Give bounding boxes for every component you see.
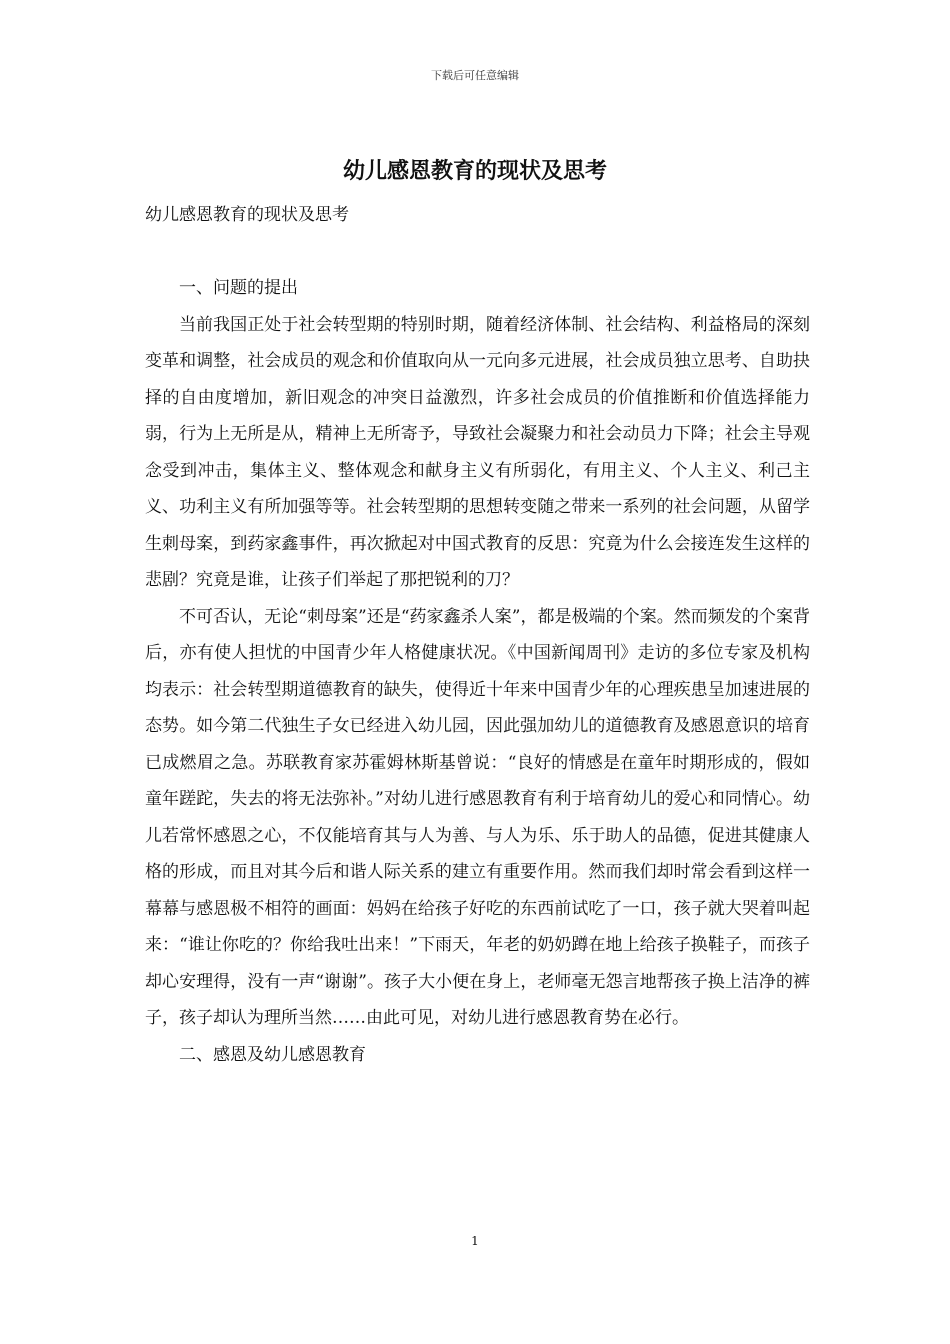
paragraph-2: 不可否认，无论“刺母案”还是“药家鑫杀人案”，都是极端的个案。然而频发的个案背后，亦有使人担忧的中国青少年人格健康状况。《中国新闻周刊》走访的多位专家及机构均表示：社会转型期道德教育的缺失，使得近十年来中国青少年的心理疾患呈加速进展的态势。如今第二代独生子女已经进入幼儿园，因此强加幼儿的道德教育及感恩意识的培育已成燃眉之急。苏联教育家苏霍姆林斯基曾说：“良好的情感是在童年时期形成的，假如童年蹉跎，失去的将无法弥补。”对幼儿进行感恩教育有利于培育幼儿的爱心和同情心。幼儿若常怀感恩之心，不仅能培育其与人为善、与人为乐、乐于助人的品德，促进其健康人格的形成，而且对其今后和谐人际关系的建立有重要作用。然而我们却时常会看到这样一幕幕与感恩极不相符的画面：妈妈在给孩子好吃的东西前试吃了一口，孩子就大哭着叫起来：“谁让你吃的？你给我吐出来！”下雨天，年老的奶奶蹲在地上给孩子换鞋子，而孩子却心安理得，没有一声“谢谢”。孩子大小便在身上，老师毫无怨言地帮孩子换上洁净的裤子，孩子却认为理所当然……由此可见，对幼儿进行感恩教育势在必行。 [145, 606, 810, 1028]
section-heading-1: 一、问题的提出 [179, 278, 298, 298]
paragraph-1: 当前我国正处于社会转型期的特别时期，随着经济体制、社会结构、利益格局的深刻变革和调整，社会成员的观念和价值取向从一元向多元进展，社会成员独立思考、自助抉择的自由度增加，新旧观念的冲突日益激烈，许多社会成员的价值推断和价值选择能力弱，行为上无所是从，精神上无所寄予，导致社会凝聚力和社会动员力下降；社会主导观念受到冲击，集体主义、整体观念和献身主义有所弱化，有用主义、个人主义、利己主义、功利主义有所加强等等。社会转型期的思想转变随之带来一系列的社会问题，从留学生刺母案，到药家鑫事件，再次掀起对中国式教育的反思：究竟为什么会接连发生这样的悲剧？究竟是谁，让孩子们举起了那把锐利的刀？ [145, 314, 810, 590]
document-title: 幼儿感恩教育的现状及思考 [342, 158, 607, 184]
section-heading-2: 二、感恩及幼儿感恩教育 [179, 1044, 366, 1065]
document-body [145, 270, 810, 1073]
header-note: 下载后可任意编辑 [431, 69, 519, 82]
document-subtitle: 幼儿感恩教育的现状及思考 [145, 205, 349, 225]
page-number: 1 [471, 1234, 479, 1248]
